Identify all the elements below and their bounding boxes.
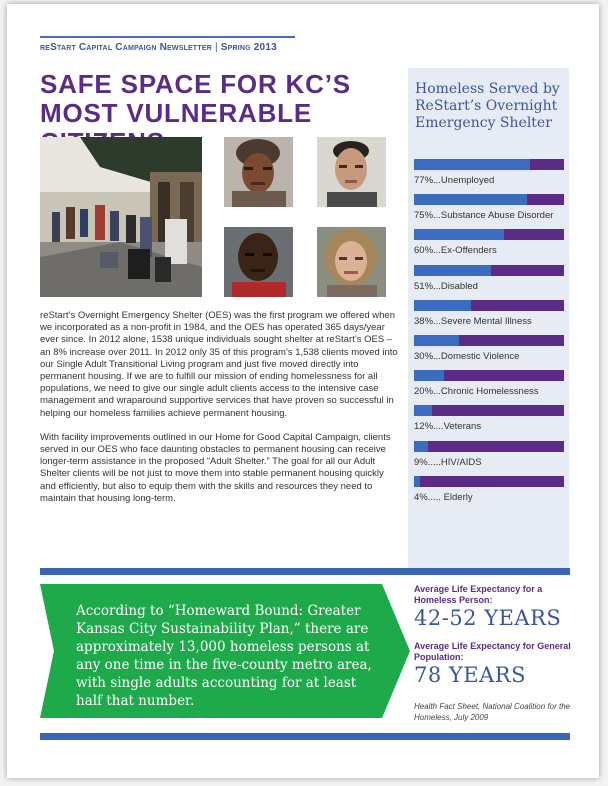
stat-bar-fill [414, 476, 420, 487]
article-body [40, 310, 400, 517]
life-expectancy-general [414, 641, 574, 688]
stat-row [414, 159, 564, 186]
stat-row [414, 194, 564, 221]
masthead [40, 42, 277, 53]
masthead-separator: | [214, 42, 218, 53]
stat-bar [414, 265, 564, 276]
shelter-street-photo [40, 137, 202, 297]
stat-bar [414, 300, 564, 311]
stat-row [414, 265, 564, 292]
portrait-woman-hat [224, 137, 293, 207]
stat-bar [414, 441, 564, 452]
stat-label: 77%...Unemployed [414, 175, 495, 186]
general-life-value: 78 YEARS [414, 663, 526, 687]
article-paragraph-1: reStart’s Overnight Emergency Shelter (OES) was the first program we offered when we incorporated as a non-profit in 1984, and the OES has operated 365 days/year ever since. In 2012 alone, 1538 unique individuals sought shelter at reStart’s OES – an 8% increase over 2011. In 2012 only 35 of this program’s 1,538 clients moved into our Single Adult Transitional Living program and just five moved directly into permanent housing. If we are to fulfill our mission of ending homelessness for all populations, we need to give our single adult clients access to the intensive case management and wraparound supportive services that have proven so successful in helping our homeless families achieve permanent housing. [40, 310, 398, 419]
stat-bar [414, 370, 564, 381]
homeless-life-value: 42-52 YEARS [414, 606, 562, 630]
stat-bar-fill [414, 441, 428, 452]
stat-bar [414, 476, 564, 487]
stat-label: 38%...Severe Mental Illness [414, 315, 532, 327]
stat-bar [414, 405, 564, 416]
newsletter-page [7, 4, 599, 778]
sidebar-title: Homeless Served by ReStart’s Overnight Emergency Shelter [415, 81, 560, 131]
stat-bar-fill [414, 229, 504, 240]
headline: SAFE SPACE FOR KC’S MOST VULNERABLE [40, 69, 351, 128]
section-divider-bottom [40, 733, 570, 740]
callout-text: According to “Homeward Bound: Greater Kansas City Sustainability Plan,” there are approximately 13,000 homeless persons at any one time in the five-county metro area, with single adults accounting for at least half that number. [76, 603, 372, 709]
stat-label: 4%..... Elderly [414, 491, 473, 503]
homeless-life-label: Average Life Expectancy for a Homeless Person: [414, 584, 543, 605]
stat-row [414, 441, 564, 468]
stat-row [414, 405, 564, 432]
stat-bar-fill [414, 159, 530, 170]
article-paragraph-2: With facility improvements outlined in our Home for Good Capital Campaign, clients served in our OES who face daunting obstacles to permanent housing can receive longer-term assistance in the proposed “Adult Shelter.” The goal for all our Adult Shelter clients will be not just to move them into stable permanent housing quickly and efficiently, but also to equip them with the skills and resources they need to maintain that housing long-term. [40, 431, 391, 504]
stat-label: 30%...Domestic Violence [414, 351, 520, 362]
stat-bar-fill [414, 300, 471, 311]
source-citation: Health Fact Sheet, National Coalition for the Homeless, July 2009 [414, 702, 571, 722]
stat-bar [414, 229, 564, 240]
stat-bar-fill [414, 335, 459, 346]
stat-bar-fill [414, 370, 444, 381]
portrait-young-man [317, 137, 386, 207]
newsletter-season: Spring 2013 [220, 42, 277, 53]
masthead-rule [40, 36, 295, 38]
life-expectancy-homeless [414, 584, 574, 631]
stat-label: 60%...Ex-Offenders [414, 245, 497, 257]
stat-label: 9%.....HIV/AIDS [414, 456, 482, 468]
stat-label: 20%...Chronic Homelessness [414, 386, 539, 398]
stat-row [414, 300, 564, 327]
stat-label: 75%...Substance Abuse Disorder [414, 210, 554, 222]
stat-bar [414, 194, 564, 205]
stat-bar-fill [414, 194, 527, 205]
newsletter-title: reStart Capital Campaign Newsletter [40, 42, 212, 53]
general-life-label: Average Life Expectancy for General Population: [414, 641, 571, 662]
stat-row [414, 229, 564, 256]
portrait-woman-blonde [317, 227, 386, 297]
stat-label: 51%...Disabled [414, 280, 478, 292]
section-divider-top [40, 568, 570, 575]
stat-row [414, 335, 564, 362]
homeward-bound-callout [40, 584, 410, 718]
stat-bar-fill [414, 405, 432, 416]
stat-bar [414, 335, 564, 346]
stat-bar [414, 159, 564, 170]
stat-bar-fill [414, 265, 491, 276]
stat-row [414, 476, 564, 503]
portrait-man-dark [224, 227, 293, 297]
stats-sidebar [408, 68, 569, 568]
stat-label: 12%....Veterans [414, 421, 482, 433]
stat-row [414, 370, 564, 397]
